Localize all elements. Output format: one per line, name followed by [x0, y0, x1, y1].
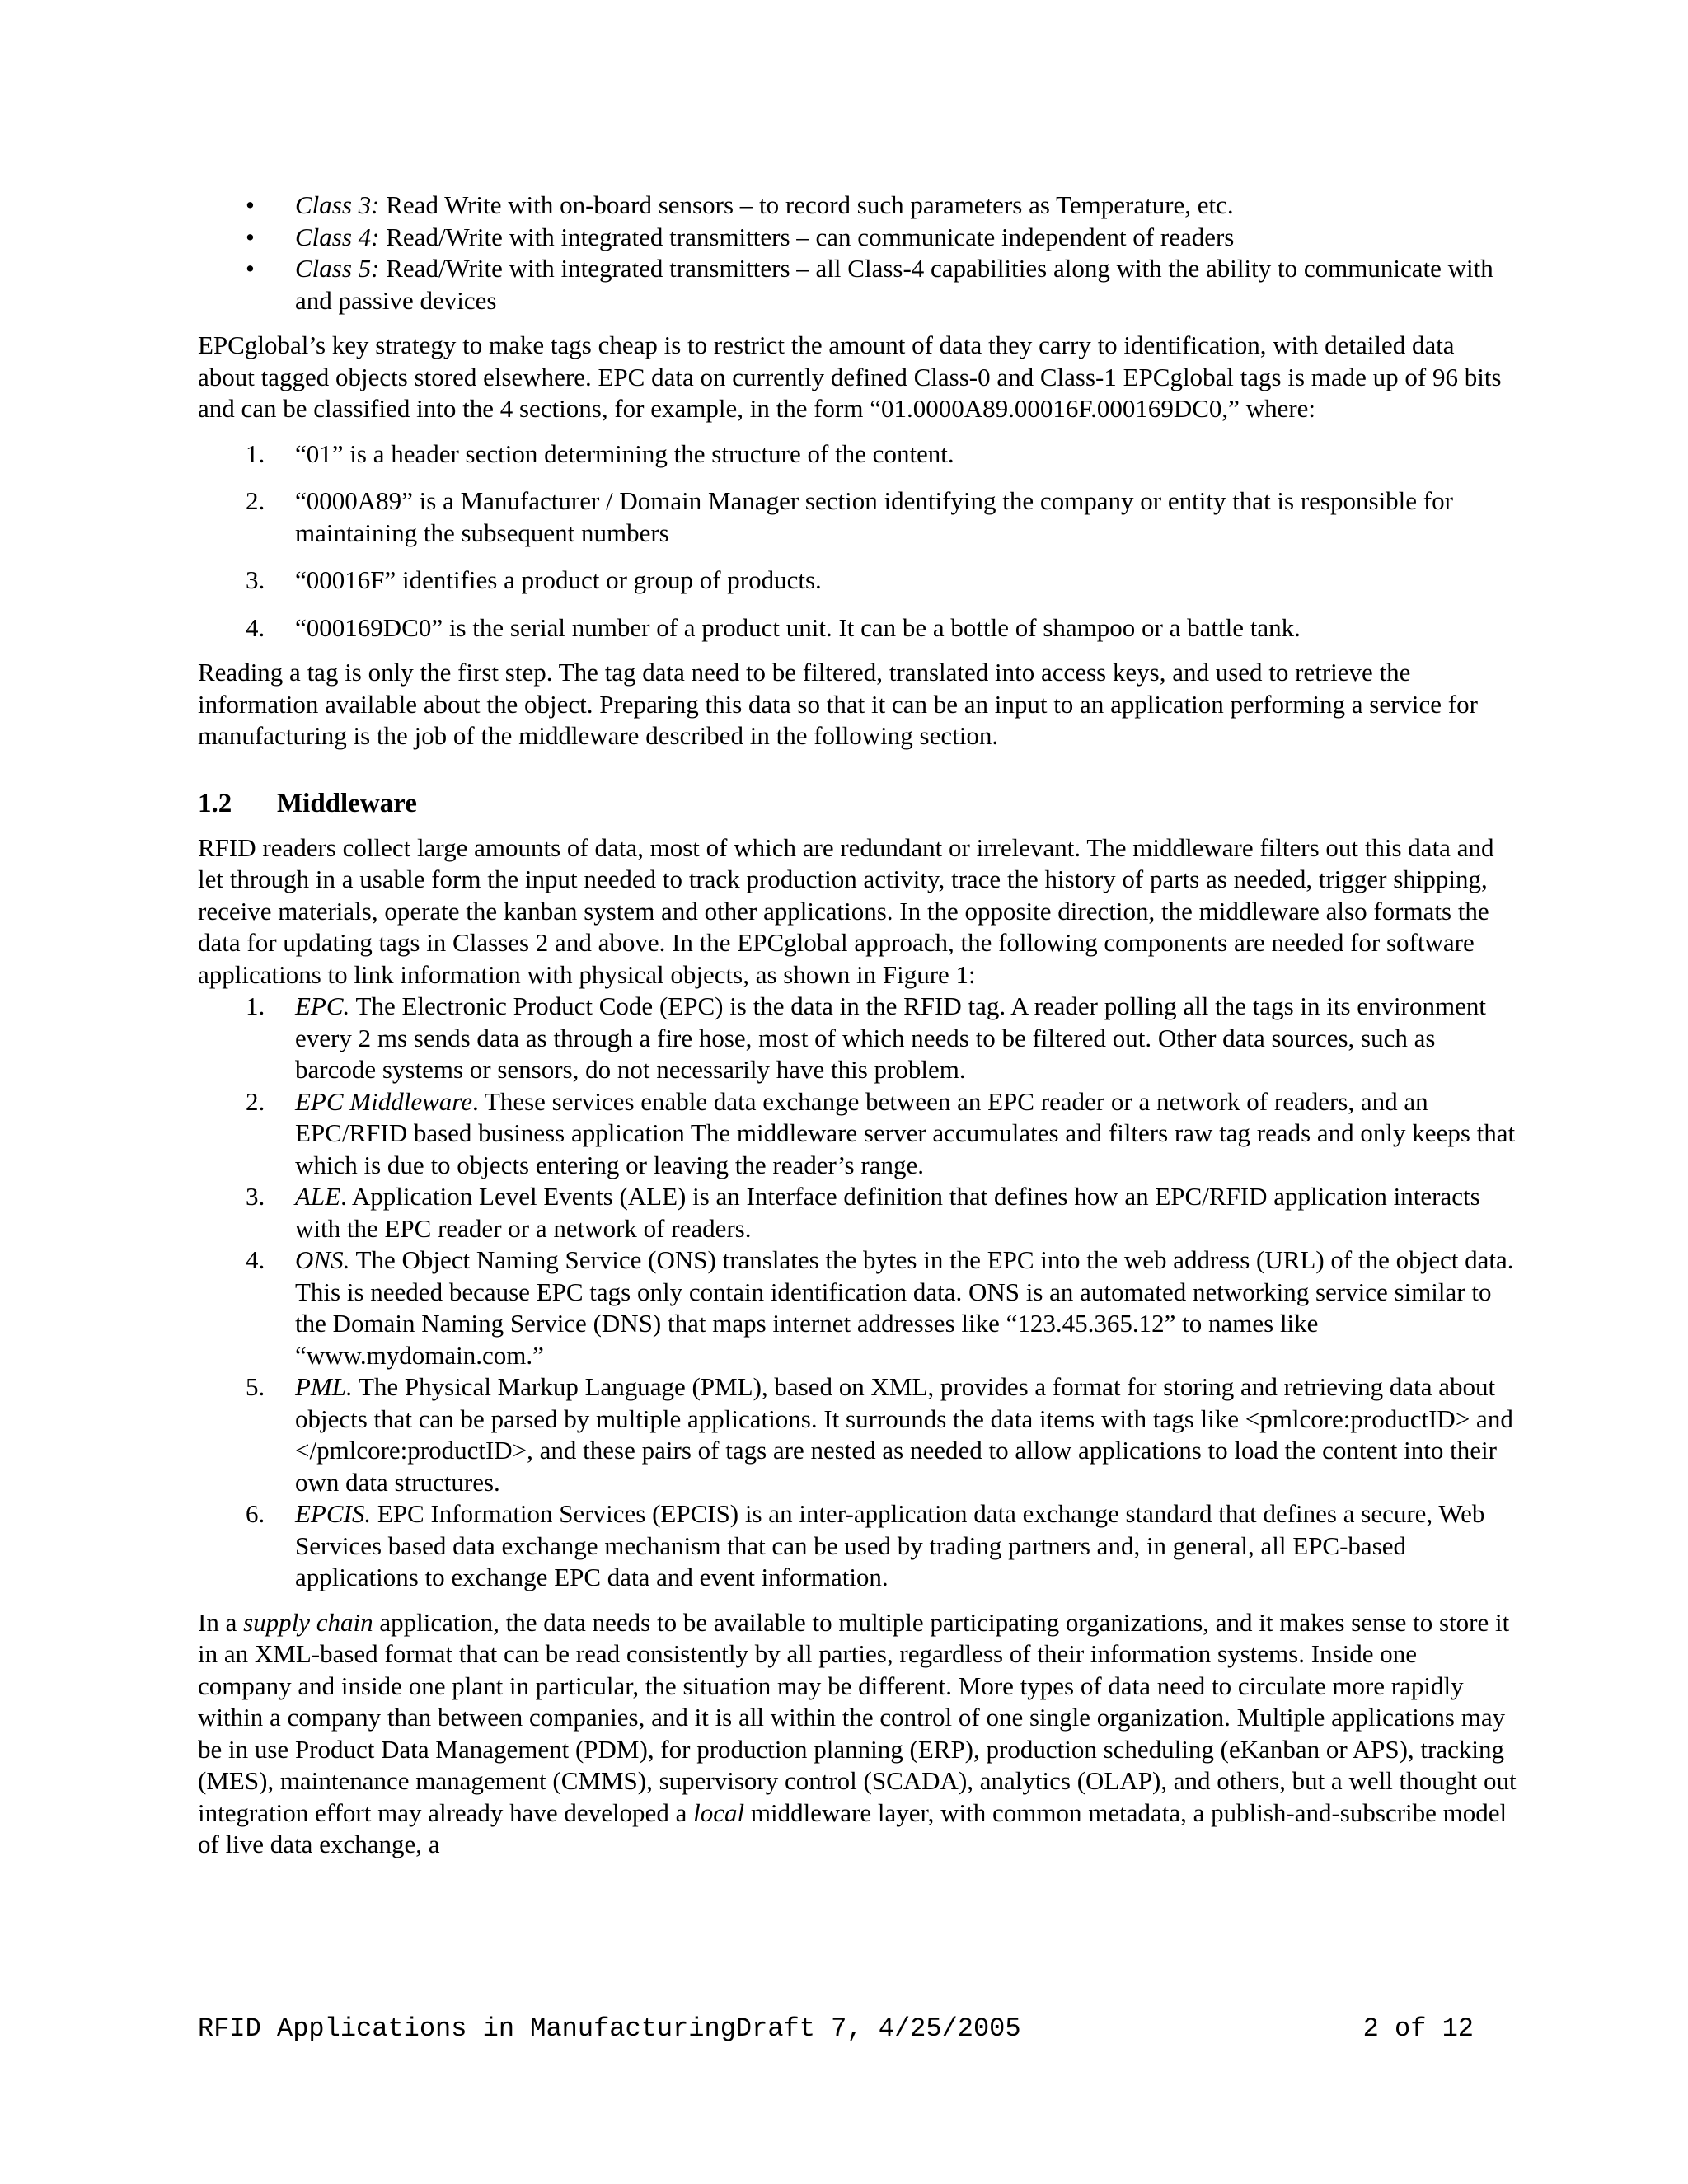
list-number: 4. [246, 612, 265, 642]
list-item [198, 612, 1517, 644]
section-number: 1.2 [198, 788, 232, 818]
component-text: The Object Naming Service (ONS) translates the bytes in the EPC into the web address (URL) of the object data. This is needed because EPC tags only contain identification data. ONS is an automated networking service similar to the Domain Naming Service (DNS) that maps internet addresses like “123.45.365.12” to names like “www.mydomain.com.” [295, 1245, 1514, 1370]
class-label: Class 4: [295, 222, 380, 251]
list-number: 3. [246, 1182, 265, 1211]
list-text: “000169DC0” is the serial number of a product unit. It can be a bottle of shampoo or a battle tank. [295, 612, 1301, 642]
list-item [198, 190, 1517, 222]
epc-section-list [198, 438, 1517, 644]
component-term: EPC Middleware [295, 1086, 472, 1116]
paragraph-strategy: EPCglobal’s key strategy to make tags cheap is to restrict the amount of data they carry to identification, with detailed data about tagged objects stored elsewhere. EPC data on currently defined Class-0 and Class-1 EPCglobal tags is made up of 96 bits and can be classified into the 4 sections, for example, in the form “01.0000A89.00016F.000169DC0,” where: [198, 330, 1502, 423]
text-run: application, the data needs to be available to multiple participating organizations, and it makes sense to store it in an XML-based format that can be read consistently by all parties, regardless of their information systems. Inside one company and inside one plant in particular, the situation may be different. More types of data need to circulate more rapidly within a company than between companies, and it is all within the control of one single organization. Multiple applications may be in use Product Data Management (PDM), for production planning (ERP), production scheduling (eKanban or APS), tracking (MES), maintenance management (CMMS), supervisory control (SCADA), analytics (OLAP), and others, but a well thought out integration effort may already have developed a [198, 1607, 1517, 1827]
list-number: 2. [246, 1086, 265, 1116]
list-text: “00016F” identifies a product or group of products. [295, 565, 822, 594]
list-number: 2. [246, 486, 265, 515]
list-item [198, 1371, 1517, 1498]
component-term: EPC. [295, 991, 350, 1020]
component-term: ONS. [295, 1245, 350, 1274]
footer-document-title: RFID Applications in ManufacturingDraft 7, 4/25/2005 [198, 2013, 1021, 2044]
paragraph-supply-chain [198, 1607, 1517, 1861]
bullet-glyph: • [246, 254, 255, 283]
emphasis-supply-chain: supply chain [243, 1607, 373, 1637]
class-label: Class 3: [295, 190, 380, 219]
section-title: Middleware [277, 788, 417, 818]
list-item [198, 991, 1517, 1086]
component-text: EPC Information Services (EPCIS) is an inter-application data exchange standard that defines a secure, Web Services based data exchange mechanism that can be used by trading partners and, in general, all EPC-based applications to exchange EPC data and event information. [295, 1499, 1485, 1591]
component-term: ALE [295, 1182, 341, 1211]
component-text: The Electronic Product Code (EPC) is the data in the RFID tag. A reader polling all the tags in its environment every 2 ms sends data as through a fire hose, most of which needs to be filtered out. Other data sources, such as barcode systems or sensors, do not necessarily have this problem. [295, 991, 1486, 1084]
list-item [198, 1244, 1517, 1371]
paragraph-middleware: RFID readers collect large amounts of data, most of which are redundant or irrelevant. The middleware filters out this data and let through in a usable form the input needed to track production activity, trace the history of parts as needed, trigger shipping, receive materials, operate the kanban system and other applications. In the opposite direction, the middleware also formats the data for updating tags in Classes 2 and above. In the EPCglobal approach, the following components are needed for software applications to link information with physical objects, as shown in Figure 1: [198, 832, 1494, 989]
list-item [198, 1181, 1517, 1244]
section-heading [198, 787, 1517, 820]
component-text: . These services enable data exchange between an EPC reader or a network of readers, and an EPC/RFID based business application The middleware server accumulates and filters raw tag reads and only keeps that which is due to objects entering or leaving the reader’s range. [295, 1086, 1516, 1179]
class-text: Read/Write with integrated transmitters – all Class-4 capabilities along with the ability to communicate with and passive devices [295, 254, 1493, 315]
list-number: 5. [246, 1372, 265, 1401]
list-number: 3. [246, 565, 265, 594]
list-number: 4. [246, 1245, 265, 1274]
footer-page-number: 2 of 12 [1362, 2013, 1474, 2044]
list-item [198, 485, 1517, 549]
list-item [198, 1086, 1517, 1182]
page-footer [198, 2013, 1474, 2045]
list-number: 1. [246, 438, 265, 468]
page-body [198, 190, 1517, 1874]
list-item [198, 438, 1517, 471]
list-number: 1. [246, 991, 265, 1020]
class-label: Class 5: [295, 254, 380, 283]
class-list [198, 190, 1517, 316]
list-number: 6. [246, 1499, 265, 1528]
component-term: EPCIS. [295, 1499, 372, 1528]
class-text: Read/Write with integrated transmitters – can communicate independent of readers [379, 222, 1235, 251]
paragraph-reading: Reading a tag is only the first step. The tag data need to be filtered, translated into access keys, and used to retrieve the information available about the object. Preparing this data so that it can be an input to an application performing a service for manufacturing is the job of the middleware described in the following section. [198, 658, 1478, 750]
class-text: Read Write with on-board sensors – to record such parameters as Temperature, etc. [379, 190, 1234, 219]
bullet-glyph: • [246, 222, 255, 251]
component-list [198, 991, 1517, 1594]
list-item [198, 1498, 1517, 1594]
text-run: middleware layer, with common metadata, a publish-and-subscribe model of live data exchange, a [198, 1797, 1507, 1858]
list-item [198, 222, 1517, 254]
bullet-glyph: • [246, 190, 255, 219]
list-text: “0000A89” is a Manufacturer / Domain Manager section identifying the company or entity that is responsible for maintaining the subsequent numbers [295, 486, 1453, 547]
list-item [198, 565, 1517, 597]
list-item [198, 253, 1517, 316]
component-text: . Application Level Events (ALE) is an Interface definition that defines how an EPC/RFID application interacts with the EPC reader or a network of readers. [295, 1182, 1480, 1243]
component-text: The Physical Markup Language (PML), based on XML, provides a format for storing and retrieving data about objects that can be parsed by multiple applications. It surrounds the data items with tags like <pmlcore:productID> and </pmlcore:productID>, and these pairs of tags are nested as needed to allow applications to load the content into their own data structures. [295, 1372, 1513, 1497]
list-text: “01” is a header section determining the structure of the content. [295, 438, 954, 468]
text-run: In a [198, 1607, 244, 1637]
component-term: PML. [295, 1372, 353, 1401]
emphasis-local: local [693, 1797, 745, 1827]
